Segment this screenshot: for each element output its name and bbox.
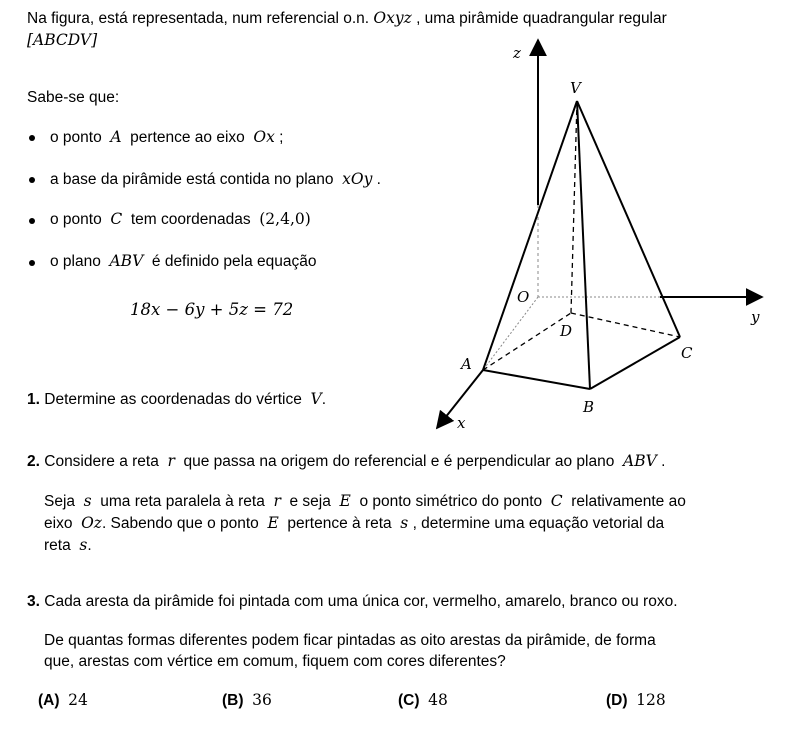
edge-VC — [577, 101, 680, 337]
label-z: z — [513, 44, 521, 62]
option-d[interactable]: (D) 128 — [606, 691, 666, 709]
option-c[interactable]: (C) 48 — [398, 691, 448, 709]
bullet-4: o plano ABV é definido pela equação — [50, 252, 317, 270]
option-a[interactable]: (A) 24 — [38, 691, 88, 709]
bullet-3: o ponto C tem coordenadas (2,4,0) — [50, 210, 311, 228]
bullet-2: a base da pirâmide está contida no plano xOy . — [50, 170, 381, 188]
label-A: A — [461, 355, 472, 373]
intro-math-oxyz: Oxyz — [373, 9, 412, 27]
label-B: B — [583, 398, 595, 416]
edge-AD — [483, 313, 571, 370]
pyramid-name: [ABCDV] — [27, 31, 98, 49]
intro-text: , uma pirâmide quadrangular regular — [416, 10, 667, 27]
bullet-1: o ponto A pertence ao eixo Ox ; — [50, 128, 284, 146]
question-3-paragraph-line-1: De quantas formas diferentes podem ficar pintadas as oito arestas da pirâmide, de forma — [44, 632, 656, 649]
label-y: y — [751, 308, 760, 326]
label-x: x — [457, 414, 466, 432]
question-3-paragraph-line-2: que, arestas com vértice em comum, fiquem com cores diferentes? — [44, 653, 506, 670]
intro-text: Na figura, está representada, num referencial o.n. — [27, 10, 370, 27]
sabe-text: Sabe-se que: — [27, 89, 120, 106]
x-axis-hidden — [483, 297, 538, 370]
label-D: D — [560, 322, 573, 340]
question-1: 1. Determine as coordenadas do vértice V. — [27, 390, 327, 408]
question-2-paragraph-line-2: eixo Oz. Sabendo que o ponto E pertence à reta s , determine uma equação vetorial da — [44, 514, 665, 532]
edge-BC — [590, 337, 680, 389]
question-2-paragraph-line-1: Seja s uma reta paralela à reta r e seja E o ponto simétrico do ponto C relativamente ao — [44, 492, 686, 510]
option-b[interactable]: (B) 36 — [222, 691, 272, 709]
question-3: 3. Cada aresta da pirâmide foi pintada com uma única cor, vermelho, amarelo, branco ou roxo. — [27, 593, 678, 610]
question-2: 2. Considere a reta r que passa na origem do referencial e é perpendicular ao plano ABV . — [27, 452, 666, 470]
edge-VB — [577, 101, 590, 389]
label-C: C — [681, 344, 693, 362]
edge-AB — [483, 370, 590, 389]
question-2-paragraph-line-3: reta s. — [44, 536, 92, 554]
edge-VD — [571, 101, 577, 313]
plane-equation: 18x − 6y + 5z = 72 — [130, 300, 294, 319]
label-V: V — [570, 79, 581, 97]
label-O: O — [517, 288, 530, 306]
